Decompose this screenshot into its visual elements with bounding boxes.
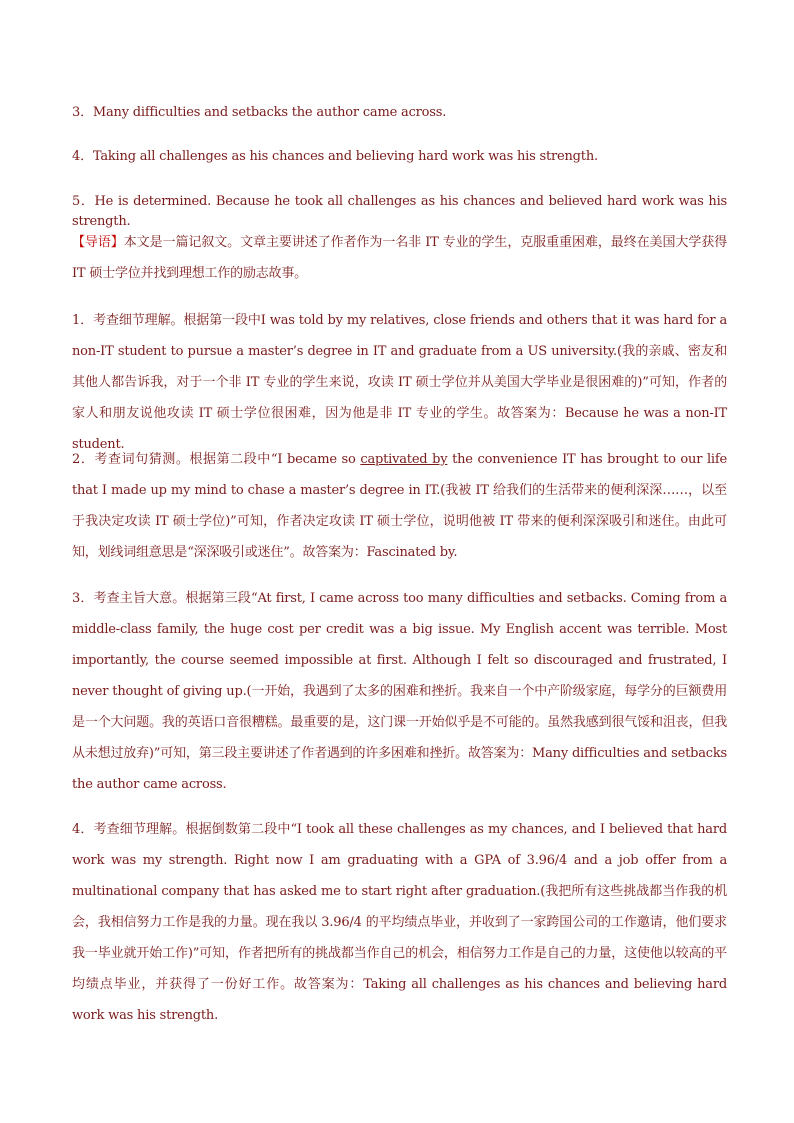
intro-paragraph	[72, 227, 727, 289]
explanation-2-before: 2．考查词句猜测。根据第二段中“I became so	[72, 452, 361, 467]
intro-label: 【导语】	[72, 235, 124, 250]
explanation-4: 4．考查细节理解。根据倒数第二段中“I took all these challenges as my chances, and I believed that hard work was my strength. Right now I am graduating with a GPA of 3.96/4 and a job offer from a multinational company that has asked me to start right after graduation.(我把所有这些挑战都当作我的机会，我相信努力工作是我的力量。现在我以 3.96/4 的平均绩点毕业，并收到了一家跨国公司的工作邀请，他们要求我一毕业就开始工作)”可知，作者把所有的挑战都当作自己的机会，相信努力工作是自己的力量，这使他以较高的平均绩点毕业，并获得了一份好工作。故答案为：Taking all challenges as his chances and believing hard work was his strength.	[72, 822, 727, 1023]
intro-text: 本文是一篇记叙文。文章主要讲述了作者作为一名非 IT 专业的学生，克服重重困难，最终在美国大学获得 IT 硕士学位并找到理想工作的励志故事。	[72, 235, 728, 281]
explanation-1: 1．考查细节理解。根据第一段中I was told by my relatives, close friends and others that it was hard for a non-IT student to pursue a master’s degree in IT and graduate from a US university.(我的亲戚、密友和其他人都告诉我，对于一个非 IT 专业的学生来说，攻读 IT 硕士学位并从美国大学毕业是很困难的)”可知，作者的家人和朋友说他攻读 IT 硕士学位很困难，因为他是非 IT 专业的学生。故答案为：Because he was a non-IT student.	[72, 313, 727, 452]
underlined-phrase: captivated by	[360, 452, 448, 467]
answer-4: 4．Taking all challenges as his chances and believing hard work was his strength.	[72, 149, 598, 164]
answer-3: 3．Many difficulties and setbacks the author came across.	[72, 105, 447, 120]
explanation-2	[72, 444, 727, 568]
answer-5: 5．He is determined. Because he took all challenges as his chances and believed hard work was his strength.	[72, 194, 727, 229]
explanation-2-after: the convenience IT has brought to our life that I made up my mind to chase a master’s degree in IT.(我被 IT 给我们的生活带来的便利深深……，以至于我决定攻读 IT 硕士学位)”可知，作者决定攻读 IT 硕士学位，说明他被 IT 带来的便利深深吸引和迷住。由此可知，划线词组意思是“深深吸引或迷住”。故答案为：Fascinated by.	[72, 452, 727, 560]
explanation-3: 3．考查主旨大意。根据第三段“At first, I came across too many difficulties and setbacks. Coming from a middle-class family, the huge cost per credit was a big issue. My English accent was terrible. Most importantly, the course seemed impossible at first. Although I felt so discouraged and frustrated, I never thought of giving up.(一开始，我遇到了太多的困难和挫折。我来自一个中产阶级家庭，每学分的巨额费用是一个大问题。我的英语口音很糟糕。最重要的是，这门课一开始似乎是不可能的。虽然我感到很气馁和沮丧，但我从未想过放弃)”可知，第三段主要讲述了作者遇到的许多困难和挫折。故答案为：Many difficulties and setbacks the author came across.	[72, 591, 727, 792]
